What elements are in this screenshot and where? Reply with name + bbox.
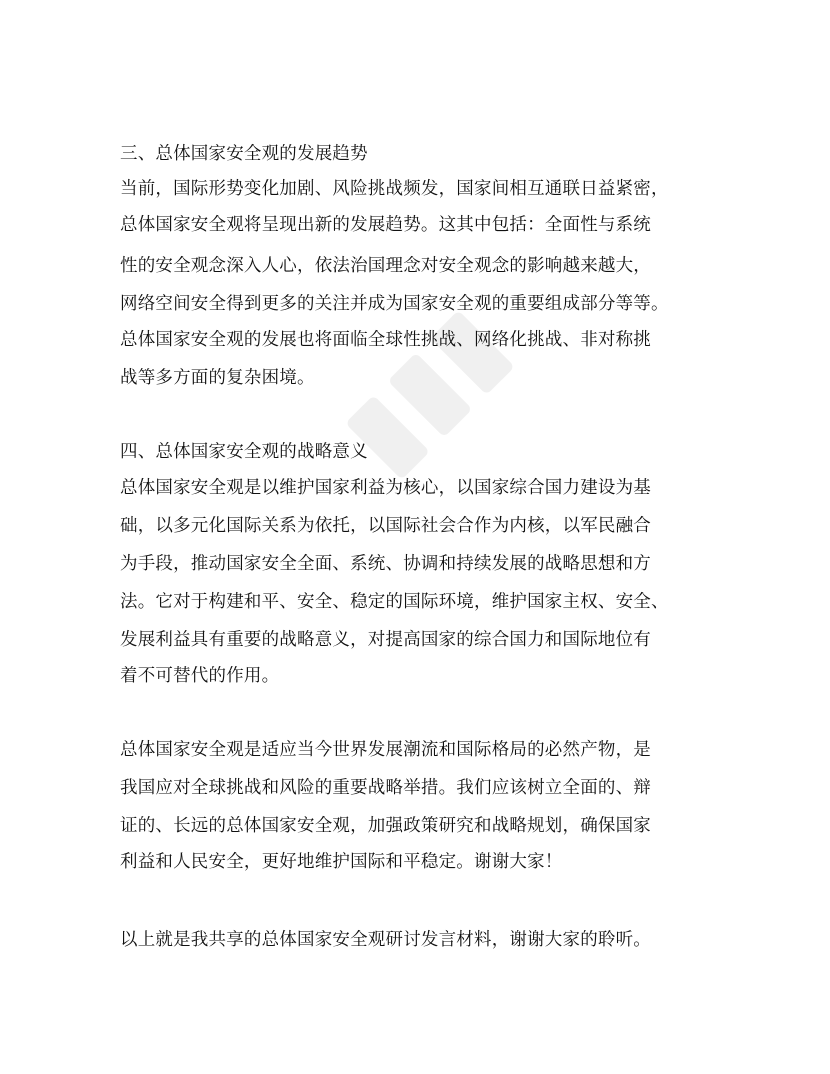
section4-line: 法。它对于构建和平、安全、稳定的国际环境，维护国家主权、安全、 xyxy=(120,592,669,612)
section3-line: 网络空间安全得到更多的关注并成为国家安全观的重要组成部分等等。 xyxy=(120,294,669,314)
conclusion-line: 我国应对全球挑战和风险的重要战略举措。我们应该树立全面的、辩 xyxy=(120,778,651,798)
section3-line: 总体国家安全观将呈现出新的发展趋势。这其中包括：全面性与系统 xyxy=(120,215,651,235)
section4-heading: 四、总体国家安全观的战略意义 xyxy=(120,442,368,462)
section4-line: 础，以多元化国际关系为依托，以国际社会合作为内核，以军民融合 xyxy=(120,516,651,536)
section4-line: 总体国家安全观是以维护国家利益为核心，以国家综合国力建设为基 xyxy=(120,478,651,498)
section3-heading: 三、总体国家安全观的发展趋势 xyxy=(120,144,368,164)
conclusion-line: 总体国家安全观是适应当今世界发展潮流和国际格局的必然产物，是 xyxy=(120,740,651,760)
section4-line: 发展利益具有重要的战略意义，对提高国家的综合国力和国际地位有 xyxy=(120,630,651,650)
section3-line: 当前，国际形势变化加剧、风险挑战频发，国家间相互通联日益紧密， xyxy=(120,179,669,199)
section3-line: 性的安全观念深入人心，依法治国理念对安全观念的影响越来越大， xyxy=(120,256,651,276)
section3-line: 总体国家安全观的发展也将面临全球性挑战、网络化挑战、非对称挑 xyxy=(120,330,651,350)
section4-line: 着不可替代的作用。 xyxy=(120,666,280,686)
closing-line: 以上就是我共享的总体国家安全观研讨发言材料，谢谢大家的聆听。 xyxy=(120,930,651,950)
conclusion-line: 利益和人民安全，更好地维护国际和平稳定。谢谢大家！ xyxy=(120,852,563,872)
section4-line: 为手段，推动国家安全全面、系统、协调和持续发展的战略思想和方 xyxy=(120,554,651,574)
conclusion-line: 证的、长远的总体国家安全观，加强政策研究和战略规划，确保国家 xyxy=(120,816,651,836)
section3-line: 战等多方面的复杂困境。 xyxy=(120,368,315,388)
